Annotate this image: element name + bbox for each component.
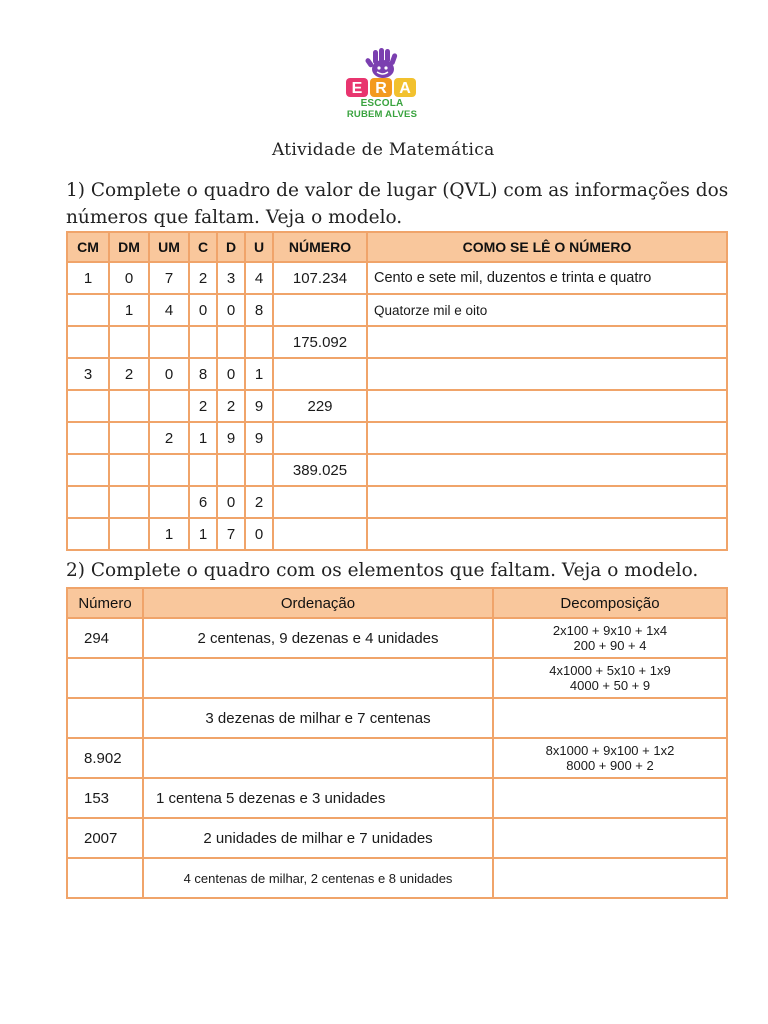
cell-u: 4 [245,262,273,294]
cell-decomposicao [493,698,727,738]
header-leitura: COMO SE LÊ O NÚMERO [367,232,727,262]
cell-d [217,454,245,486]
cell-u: 1 [245,358,273,390]
cell-um [149,454,189,486]
cell-d [217,326,245,358]
cell-d: 7 [217,518,245,550]
cell-numero [67,858,143,898]
cell-ordenacao: 2 unidades de milhar e 7 unidades [143,818,493,858]
cell-cm [67,454,109,486]
table-row [67,858,727,898]
cell-decomposicao [493,818,727,858]
question-1-prompt: 1) Complete o quadro de valor de lugar (QVL) com as informações dos números que faltam. Veja o modelo. [66,180,729,228]
decomposition-line: 2x100 + 9x10 + 1x4 [552,623,668,638]
cell-dm: 0 [109,262,149,294]
cell-dm [109,486,149,518]
cell-u [245,454,273,486]
cell-dm [109,390,149,422]
table-row [67,486,727,518]
cell-u: 8 [245,294,273,326]
cell-leitura [367,486,727,518]
cell-um: 1 [149,518,189,550]
table-row [67,454,727,486]
logo-line-1: ESCOLA [360,98,404,109]
header-c: C [189,232,217,262]
cell-d: 3 [217,262,245,294]
cell-dm [109,422,149,454]
cell-numero: 389.025 [273,454,367,486]
cell-decomposicao [493,618,727,658]
cell-um: 2 [149,422,189,454]
header-dm: DM [109,232,149,262]
cell-ordenacao [143,658,493,698]
cell-numero [67,658,143,698]
page-title: Atividade de Matemática [272,140,495,160]
table-row [67,326,727,358]
cell-numero [273,486,367,518]
header-decomposicao: Decomposição [493,588,727,618]
cell-ordenacao [143,738,493,778]
cell-leitura [367,358,727,390]
cell-c: 6 [189,486,217,518]
cell-c [189,326,217,358]
cell-leitura [367,454,727,486]
decomposition-line: 4x1000 + 5x10 + 1x9 [549,663,671,678]
cell-numero: 2007 [67,818,143,858]
place-value-table [66,231,728,551]
cell-u: 2 [245,486,273,518]
cell-um [149,326,189,358]
cell-u: 9 [245,422,273,454]
cell-leitura [367,518,727,550]
cell-decomposicao [493,738,727,778]
decomposition-line: 8000 + 900 + 2 [566,758,654,773]
header-numero: NÚMERO [273,232,367,262]
cell-d: 2 [217,390,245,422]
cell-decomposicao [493,858,727,898]
cell-u: 9 [245,390,273,422]
cell-numero [273,294,367,326]
header-um: UM [149,232,189,262]
cell-leitura [367,390,727,422]
table-row [67,358,727,390]
question-2-prompt: 2) Complete o quadro com os elementos que faltam. Veja o modelo. [66,560,699,581]
cell-numero [273,518,367,550]
cell-c [189,454,217,486]
cell-leitura [367,422,727,454]
logo-letter-r: R [375,80,387,97]
cell-dm: 2 [109,358,149,390]
cell-d: 0 [217,358,245,390]
cell-numero: 107.234 [273,262,367,294]
cell-um [149,486,189,518]
cell-um: 0 [149,358,189,390]
cell-c: 0 [189,294,217,326]
cell-numero [273,422,367,454]
cell-decomposicao [493,658,727,698]
ordering-table [66,587,728,899]
cell-c: 1 [189,422,217,454]
cell-leitura [367,326,727,358]
cell-numero [273,358,367,390]
table-row [67,294,727,326]
table-row [67,518,727,550]
table-row [67,738,727,778]
cell-cm [67,390,109,422]
cell-dm [109,326,149,358]
cell-cm [67,326,109,358]
header-ordenacao: Ordenação [143,588,493,618]
cell-d: 0 [217,486,245,518]
cell-ordenacao: 1 centena 5 dezenas e 3 unidades [143,778,493,818]
decomposition-line: 8x1000 + 9x100 + 1x2 [545,743,675,758]
cell-numero [67,698,143,738]
cell-numero: 153 [67,778,143,818]
table-row [67,818,727,858]
cell-leitura: Quatorze mil e oito [367,294,727,326]
cell-cm [67,518,109,550]
cell-dm [109,518,149,550]
cell-cm [67,486,109,518]
table-row [67,778,727,818]
header-numero: Número [67,588,143,618]
cell-cm [67,294,109,326]
logo-letter-a: A [399,80,411,97]
cell-u: 0 [245,518,273,550]
cell-dm: 1 [109,294,149,326]
cell-ordenacao: 2 centenas, 9 dezenas e 4 unidades [143,618,493,658]
table-row [67,698,727,738]
cell-dm [109,454,149,486]
header-cm: CM [67,232,109,262]
cell-c: 1 [189,518,217,550]
cell-numero: 294 [67,618,143,658]
cell-numero: 8.902 [67,738,143,778]
cell-ordenacao: 3 dezenas de milhar e 7 centenas [143,698,493,738]
cell-numero: 175.092 [273,326,367,358]
hand-icon [340,48,424,98]
cell-c: 8 [189,358,217,390]
header-d: D [217,232,245,262]
cell-cm: 3 [67,358,109,390]
cell-um: 7 [149,262,189,294]
cell-decomposicao [493,778,727,818]
decomposition-line: 4000 + 50 + 9 [569,678,651,693]
school-logo [340,48,424,122]
cell-um [149,390,189,422]
cell-ordenacao: 4 centenas de milhar, 2 centenas e 8 unidades [143,858,493,898]
decomposition-line: 200 + 90 + 4 [573,638,647,653]
cell-u [245,326,273,358]
cell-um: 4 [149,294,189,326]
cell-d: 0 [217,294,245,326]
cell-d: 9 [217,422,245,454]
table-row [67,658,727,698]
table-row [67,262,727,294]
table-row [67,390,727,422]
table-row [67,422,727,454]
cell-numero: 229 [273,390,367,422]
table-row [67,618,727,658]
cell-leitura: Cento e sete mil, duzentos e trinta e quatro [367,262,727,294]
header-u: U [245,232,273,262]
cell-cm [67,422,109,454]
logo-line-2: RUBEM ALVES [346,109,418,120]
cell-c: 2 [189,390,217,422]
cell-cm: 1 [67,262,109,294]
logo-letter-e: E [351,80,363,97]
cell-c: 2 [189,262,217,294]
